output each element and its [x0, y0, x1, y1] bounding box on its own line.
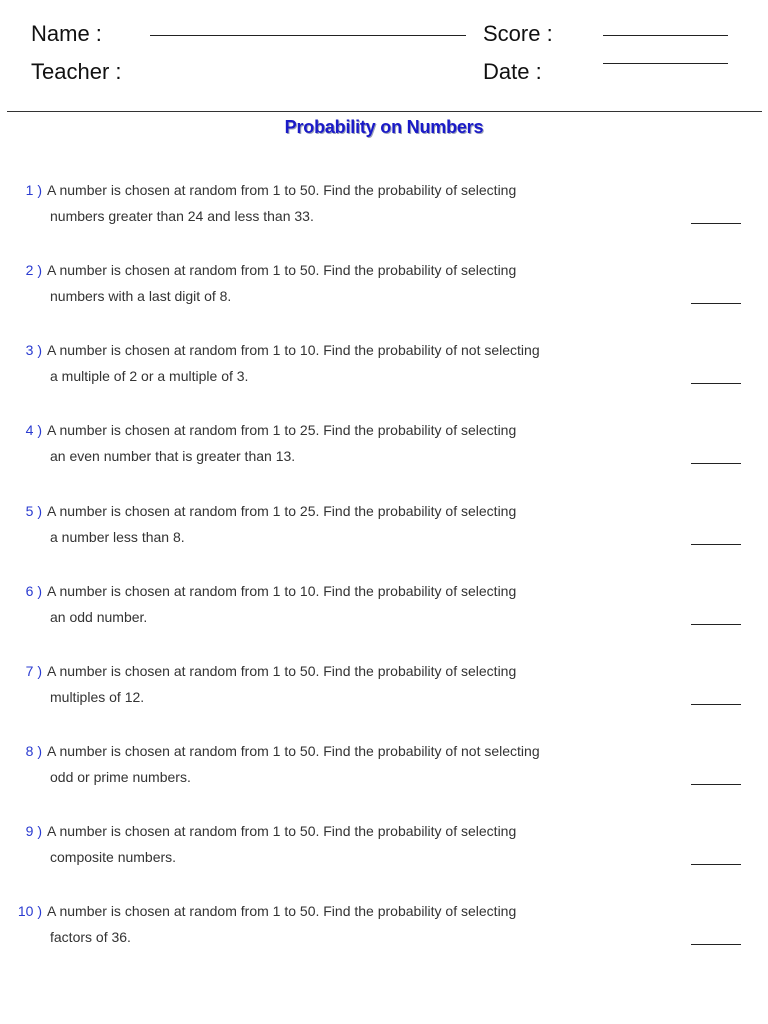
question-item: [0, 903, 768, 963]
question-item: [0, 182, 768, 242]
question-text-line1: A number is chosen at random from 1 to 10. Find the probability of not selecting: [47, 342, 540, 358]
question-text-line1: A number is chosen at random from 1 to 50. Find the probability of selecting: [47, 663, 517, 679]
header-divider: [7, 111, 762, 112]
question-item: [0, 743, 768, 803]
question-text-line1: A number is chosen at random from 1 to 50. Find the probability of selecting: [47, 262, 517, 278]
question-item: [0, 583, 768, 643]
name-blank-line[interactable]: [150, 35, 466, 36]
question-text-line1: A number is chosen at random from 1 to 50. Find the probability of selecting: [47, 182, 517, 198]
question-text-line1: A number is chosen at random from 1 to 25. Find the probability of selecting: [47, 503, 517, 519]
question-number: 2 ): [25, 262, 42, 278]
question-item: [0, 342, 768, 402]
question-number: 9 ): [25, 823, 42, 839]
answer-blank-line[interactable]: [691, 383, 741, 384]
question-text-line1: A number is chosen at random from 1 to 10. Find the probability of selecting: [47, 583, 517, 599]
answer-blank-line[interactable]: [691, 303, 741, 304]
answer-blank-line[interactable]: [691, 704, 741, 705]
date-label: Date :: [483, 59, 542, 84]
question-item: [0, 503, 768, 563]
question-text-line2: factors of 36.: [50, 929, 131, 945]
question-number: 7 ): [25, 663, 42, 679]
question-item: [0, 823, 768, 883]
question-text-line2: a number less than 8.: [50, 529, 185, 545]
question-number: 10 ): [17, 903, 42, 919]
answer-blank-line[interactable]: [691, 944, 741, 945]
name-label: Name :: [31, 21, 102, 46]
question-number: 1 ): [25, 182, 42, 198]
worksheet-title: Probability on Numbers: [284, 117, 484, 137]
teacher-label: Teacher :: [31, 59, 122, 84]
answer-blank-line[interactable]: [691, 544, 741, 545]
date-blank-line[interactable]: [603, 63, 728, 64]
question-text-line2: numbers with a last digit of 8.: [50, 288, 232, 304]
question-text-line1: A number is chosen at random from 1 to 50. Find the probability of selecting: [47, 903, 517, 919]
question-number: 3 ): [25, 342, 42, 358]
question-number: 8 ): [25, 743, 42, 759]
question-item: [0, 262, 768, 322]
question-text-line2: composite numbers.: [50, 849, 177, 865]
answer-blank-line[interactable]: [691, 864, 741, 865]
question-text-line1: A number is chosen at random from 1 to 25. Find the probability of selecting: [47, 422, 517, 438]
question-text-line2: odd or prime numbers.: [50, 769, 191, 785]
question-number: 5 ): [25, 503, 42, 519]
question-number: 6 ): [25, 583, 42, 599]
question-text-line1: A number is chosen at random from 1 to 50. Find the probability of not selecting: [47, 743, 540, 759]
question-text-line2: a multiple of 2 or a multiple of 3.: [50, 368, 249, 384]
score-blank-line[interactable]: [603, 35, 728, 36]
question-text-line2: an odd number.: [50, 609, 148, 625]
question-item: [0, 422, 768, 482]
question-text-line2: numbers greater than 24 and less than 33.: [50, 208, 314, 224]
question-number: 4 ): [25, 422, 42, 438]
answer-blank-line[interactable]: [691, 463, 741, 464]
answer-blank-line[interactable]: [691, 223, 741, 224]
question-text-line1: A number is chosen at random from 1 to 50. Find the probability of selecting: [47, 823, 517, 839]
question-item: [0, 663, 768, 723]
question-text-line2: an even number that is greater than 13.: [50, 448, 296, 464]
answer-blank-line[interactable]: [691, 624, 741, 625]
answer-blank-line[interactable]: [691, 784, 741, 785]
score-label: Score :: [483, 21, 553, 46]
question-text-line2: multiples of 12.: [50, 689, 145, 705]
